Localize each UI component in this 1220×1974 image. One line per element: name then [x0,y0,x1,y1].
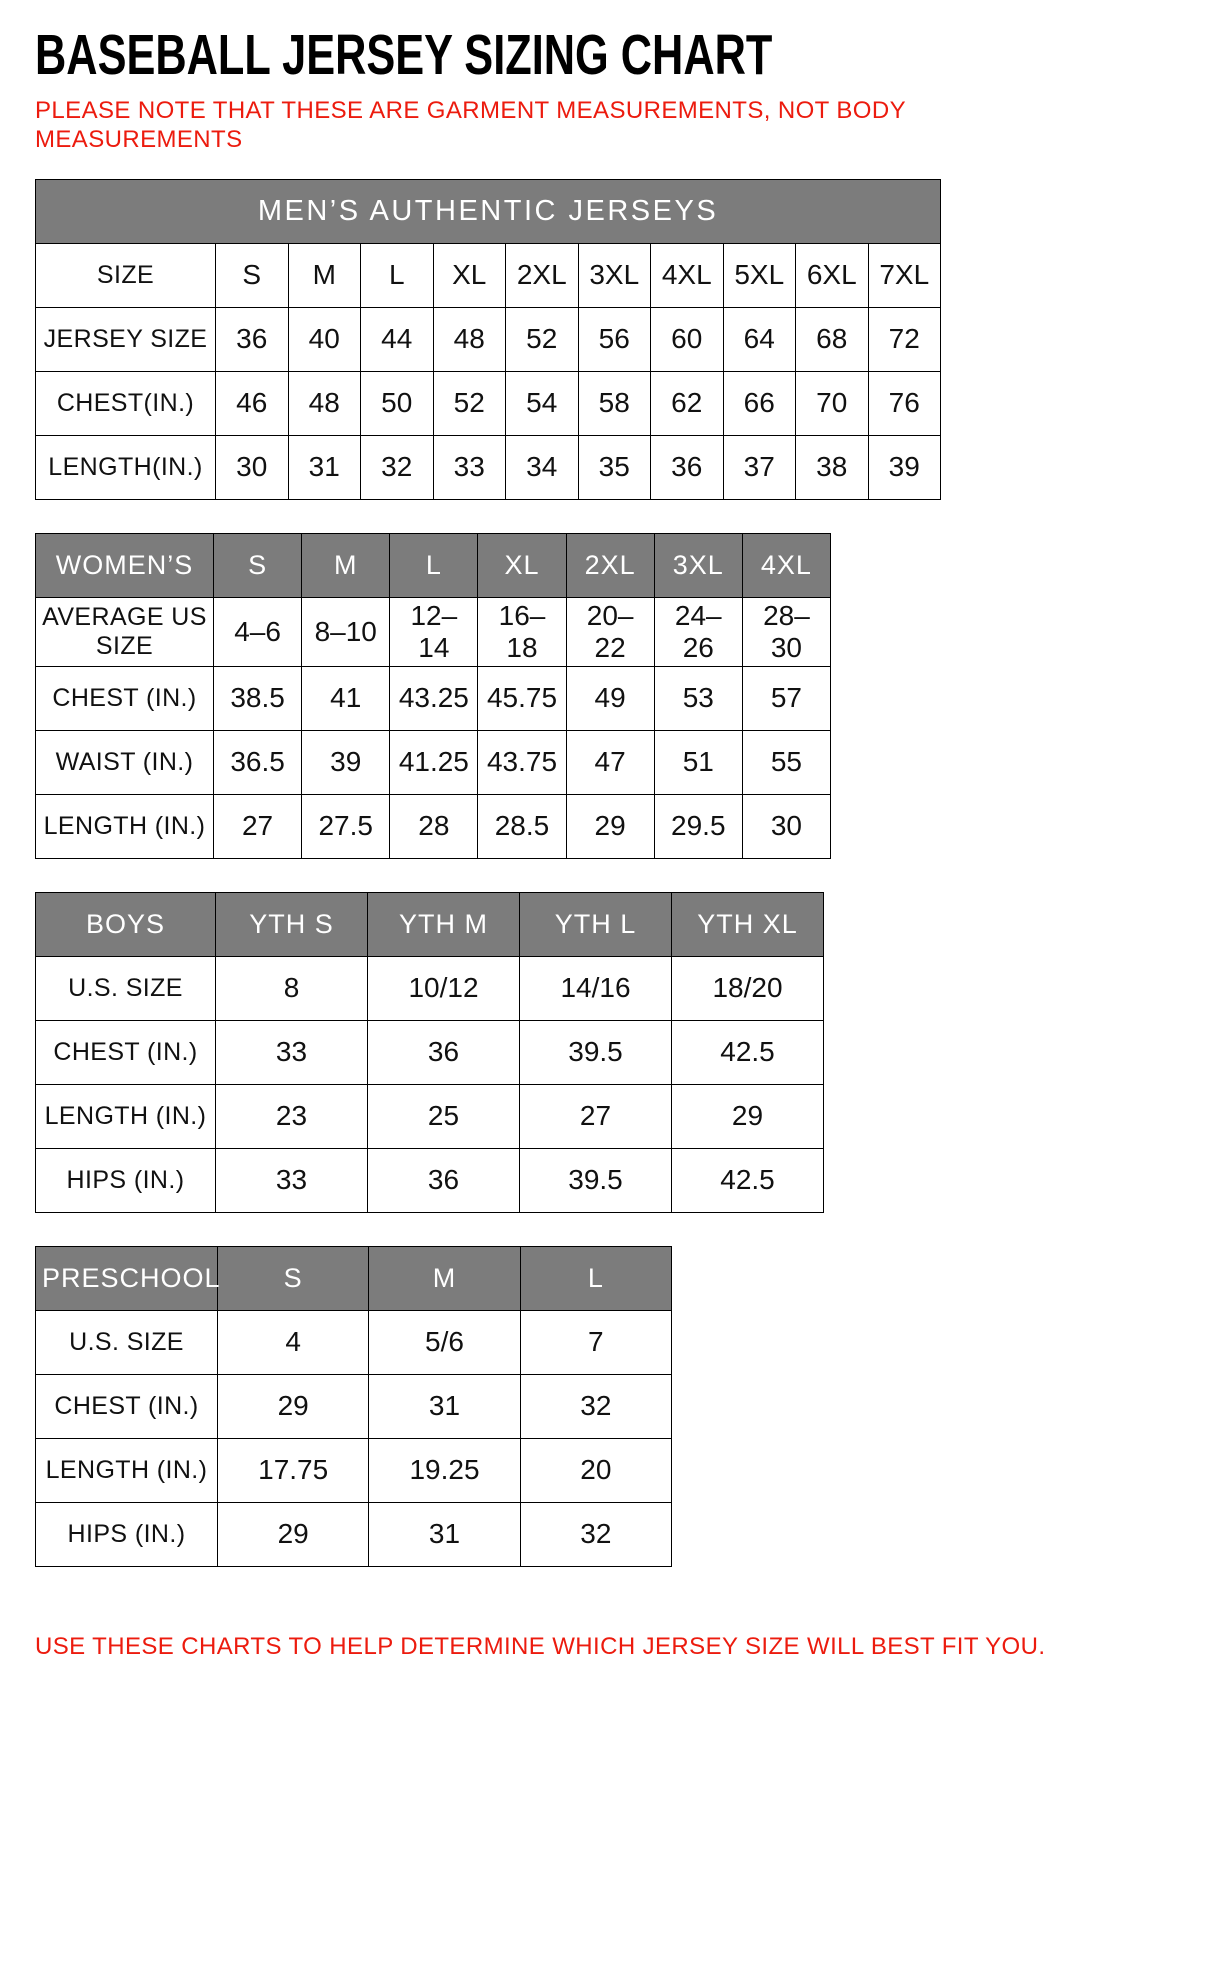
womens-table-section [35,533,1190,859]
value-cell: 31 [288,435,361,499]
preschool-table-section [35,1246,1190,1567]
boys-row-3 [36,1148,824,1212]
size-column-header: 4XL [742,533,830,597]
value-cell: 33 [216,1148,368,1212]
value-cell: 41 [302,666,390,730]
value-cell: 14/16 [520,956,672,1020]
garment-measurement-note: PLEASE NOTE THAT THESE ARE GARMENT MEASUREMENTS, NOT BODY MEASUREMENTS [35,97,906,154]
value-cell: 64 [723,307,796,371]
value-cell: 54 [506,371,579,435]
value-cell: 18/20 [672,956,824,1020]
row-label: JERSEY SIZE [36,307,216,371]
value-cell: 53 [654,666,742,730]
value-cell: 58 [578,371,651,435]
mens-title-row [36,179,941,243]
preschool-size-table [35,1246,672,1567]
value-cell: L [361,243,434,307]
value-cell: 38.5 [214,666,302,730]
row-label: LENGTH(IN.) [36,435,216,499]
value-cell: 39 [868,435,941,499]
footer-note: USE THESE CHARTS TO HELP DETERMINE WHICH JERSEY SIZE WILL BEST FIT YOU. [35,1632,1046,1660]
value-cell: 5XL [723,243,796,307]
value-cell: 46 [216,371,289,435]
womens-header-row [36,533,831,597]
size-column-header: 2XL [566,533,654,597]
value-cell: 32 [520,1502,671,1566]
boys-row-2 [36,1084,824,1148]
womens-row-3 [36,794,831,858]
page-title: BASEBALL JERSEY SIZING CHART [35,23,773,87]
value-cell: 60 [651,307,724,371]
womens-size-table [35,533,831,859]
value-cell: 36 [368,1148,520,1212]
value-cell: 8–10 [302,597,390,666]
value-cell: 55 [742,730,830,794]
row-label: CHEST(IN.) [36,371,216,435]
preschool-row-3 [36,1502,672,1566]
value-cell: 23 [216,1084,368,1148]
value-cell: 70 [796,371,869,435]
mens-table-title: MEN’S AUTHENTIC JERSEYS [36,179,941,243]
boys-header-row [36,892,824,956]
value-cell: 48 [433,307,506,371]
size-column-header: 3XL [654,533,742,597]
womens-row-2 [36,730,831,794]
size-column-header: L [390,533,478,597]
value-cell: 42.5 [672,1148,824,1212]
row-label: LENGTH (IN.) [36,1438,218,1502]
size-column-header: M [302,533,390,597]
value-cell: 29.5 [654,794,742,858]
value-cell: 29 [218,1502,369,1566]
value-cell: 36 [368,1020,520,1084]
value-cell: 4XL [651,243,724,307]
value-cell: 49 [566,666,654,730]
value-cell: 30 [742,794,830,858]
value-cell: 39.5 [520,1020,672,1084]
row-label: CHEST (IN.) [36,1374,218,1438]
size-column-header: XL [478,533,566,597]
mens-row-0 [36,243,941,307]
value-cell: 31 [369,1374,520,1438]
value-cell: 30 [216,435,289,499]
size-column-header: L [520,1246,671,1310]
value-cell: 37 [723,435,796,499]
value-cell: 27.5 [302,794,390,858]
value-cell: 3XL [578,243,651,307]
mens-table-section [35,179,1190,500]
value-cell: 28.5 [478,794,566,858]
value-cell: 33 [433,435,506,499]
value-cell: 32 [361,435,434,499]
value-cell: 39.5 [520,1148,672,1212]
value-cell: 42.5 [672,1020,824,1084]
value-cell: 17.75 [218,1438,369,1502]
value-cell: S [216,243,289,307]
value-cell: 2XL [506,243,579,307]
value-cell: 38 [796,435,869,499]
row-label: CHEST (IN.) [36,666,214,730]
value-cell: 28–30 [742,597,830,666]
womens-header-label: WOMEN’S [36,533,214,597]
value-cell: 36 [651,435,724,499]
value-cell: 4–6 [214,597,302,666]
preschool-row-0 [36,1310,672,1374]
boys-row-0 [36,956,824,1020]
value-cell: 4 [218,1310,369,1374]
value-cell: 5/6 [369,1310,520,1374]
value-cell: 27 [520,1084,672,1148]
mens-size-table [35,179,941,500]
size-column-header: S [214,533,302,597]
value-cell: 52 [433,371,506,435]
value-cell: 25 [368,1084,520,1148]
value-cell: 16–18 [478,597,566,666]
value-cell: 39 [302,730,390,794]
value-cell: 36 [216,307,289,371]
value-cell: 31 [369,1502,520,1566]
value-cell: M [288,243,361,307]
value-cell: 72 [868,307,941,371]
value-cell: 45.75 [478,666,566,730]
value-cell: 36.5 [214,730,302,794]
value-cell: 29 [566,794,654,858]
value-cell: 41.25 [390,730,478,794]
value-cell: 57 [742,666,830,730]
value-cell: 10/12 [368,956,520,1020]
row-label: HIPS (IN.) [36,1502,218,1566]
value-cell: 66 [723,371,796,435]
value-cell: 6XL [796,243,869,307]
value-cell: 20–22 [566,597,654,666]
value-cell: 28 [390,794,478,858]
preschool-header-label: PRESCHOOL [36,1246,218,1310]
value-cell: 29 [672,1084,824,1148]
value-cell: 7XL [868,243,941,307]
value-cell: 62 [651,371,724,435]
value-cell: 50 [361,371,434,435]
size-column-header: M [369,1246,520,1310]
value-cell: 52 [506,307,579,371]
value-cell: 56 [578,307,651,371]
row-label: SIZE [36,243,216,307]
size-column-header: YTH S [216,892,368,956]
row-label: LENGTH (IN.) [36,794,214,858]
size-column-header: YTH M [368,892,520,956]
row-label: AVERAGE US SIZE [36,597,214,666]
value-cell: 29 [218,1374,369,1438]
value-cell: 76 [868,371,941,435]
mens-row-3 [36,435,941,499]
womens-row-1 [36,666,831,730]
value-cell: 68 [796,307,869,371]
mens-row-1 [36,307,941,371]
value-cell: 35 [578,435,651,499]
preschool-header-row [36,1246,672,1310]
preschool-row-1 [36,1374,672,1438]
boys-size-table [35,892,824,1213]
value-cell: 47 [566,730,654,794]
mens-row-2 [36,371,941,435]
value-cell: 43.75 [478,730,566,794]
value-cell: 51 [654,730,742,794]
row-label: CHEST (IN.) [36,1020,216,1084]
size-column-header: S [218,1246,369,1310]
value-cell: 19.25 [369,1438,520,1502]
value-cell: 34 [506,435,579,499]
value-cell: 20 [520,1438,671,1502]
boys-table-section [35,892,1190,1213]
row-label: U.S. SIZE [36,956,216,1020]
boys-row-1 [36,1020,824,1084]
size-column-header: YTH L [520,892,672,956]
value-cell: 12–14 [390,597,478,666]
row-label: WAIST (IN.) [36,730,214,794]
value-cell: 8 [216,956,368,1020]
size-column-header: YTH XL [672,892,824,956]
value-cell: 32 [520,1374,671,1438]
value-cell: 48 [288,371,361,435]
row-label: HIPS (IN.) [36,1148,216,1212]
value-cell: 43.25 [390,666,478,730]
value-cell: XL [433,243,506,307]
value-cell: 44 [361,307,434,371]
preschool-row-2 [36,1438,672,1502]
value-cell: 33 [216,1020,368,1084]
value-cell: 24–26 [654,597,742,666]
value-cell: 27 [214,794,302,858]
womens-row-0 [36,597,831,666]
value-cell: 7 [520,1310,671,1374]
boys-header-label: BOYS [36,892,216,956]
row-label: U.S. SIZE [36,1310,218,1374]
row-label: LENGTH (IN.) [36,1084,216,1148]
value-cell: 40 [288,307,361,371]
